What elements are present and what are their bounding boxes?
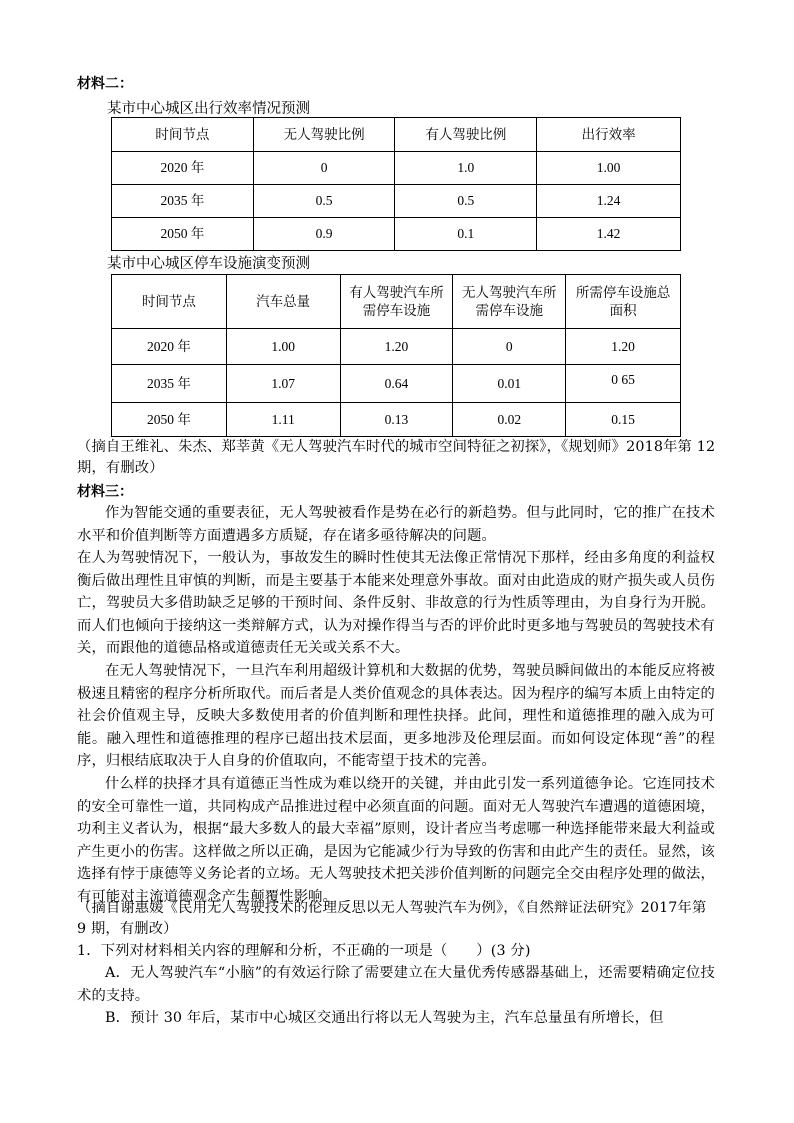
table1-header-cell: 有人驾驶比例	[395, 118, 537, 152]
table1-cell: 2050 年	[112, 218, 254, 251]
table2-header-cell: 有人驾驶汽车所需停车设施	[340, 275, 453, 329]
table1-cell: 1.24	[537, 185, 681, 218]
table2-cell: 1.07	[226, 365, 340, 403]
material-3-heading: 材料三：	[77, 484, 133, 500]
question-1-option-b: B．预计 30 年后，某市中心城区交通出行将以无人驾驶为主，汽车总量虽有所增长，但	[105, 1010, 664, 1026]
table1-header-cell: 时间节点	[112, 118, 254, 152]
table-row	[112, 152, 681, 185]
table1-cell: 0.9	[253, 218, 395, 251]
table2-cell: 2050 年	[112, 403, 227, 437]
table2-cell: 1.11	[226, 403, 340, 437]
travel-efficiency-table	[111, 117, 681, 251]
table2-header-cell: 无人驾驶汽车所需停车设施	[453, 275, 566, 329]
table1-cell: 1.00	[537, 152, 681, 185]
table2-cell: 0	[453, 329, 566, 365]
parking-facility-table	[111, 274, 681, 437]
table2-cell: 0.02	[453, 403, 566, 437]
table2-header-cell: 时间节点	[112, 275, 227, 329]
table2-cell: 0.64	[340, 365, 453, 403]
table2-header-cell: 所需停车设施总面积	[566, 275, 681, 329]
table1-caption: 某市中心城区出行效率情况预测	[107, 101, 310, 117]
material-3-source: （摘自谢惠媛《民用无人驾驶技术的伦理反思以无人驾驶汽车为例》，《自然辩证法研究》2017年第 9 期，有删改）	[77, 900, 707, 937]
table2-cell: 2020 年	[112, 329, 227, 365]
table2-cell: 0.01	[453, 365, 566, 403]
paragraph-1: 作为智能交通的重要表征，无人驾驶被看作是势在必行的新趋势。但与此同时，它的推广在技术水平和价值判断等方面遭遇多方质疑，存在诸多亟待解决的问题。	[77, 505, 715, 544]
table1-cell: 2035 年	[112, 185, 254, 218]
table1-header-cell: 无人驾驶比例	[253, 118, 395, 152]
table2-header-cell: 汽车总量	[226, 275, 340, 329]
question-1-stem: 1．下列对材料相关内容的理解和分析，不正确的一项是（ ）(3 分)	[77, 943, 531, 959]
material-2-source: （摘自王维礼、朱杰、郑莘黄《无人驾驶汽车时代的城市空间特征之初探》，《规划师》2018年第 12 期，有删改）	[77, 439, 716, 476]
question-1-option-a: A．无人驾驶汽车“小脑”的有效运行除了需要建立在大量优秀传感器基础上，还需要精确定位技术的支持。	[77, 965, 715, 1004]
table-row	[112, 185, 681, 218]
table-row	[112, 403, 681, 437]
table1-cell: 1.42	[537, 218, 681, 251]
table2-header-row	[112, 275, 681, 329]
table2-cell: 1.20	[340, 329, 453, 365]
table1-cell: 2020 年	[112, 152, 254, 185]
table-row	[112, 218, 681, 251]
table-row	[112, 329, 681, 365]
table1-header-cell: 出行效率	[537, 118, 681, 152]
table1-cell: 1.0	[395, 152, 537, 185]
table1-header-row	[112, 118, 681, 152]
paragraph-3: 在无人驾驶情况下，一旦汽车利用超级计算机和大数据的优势，驾驶员瞬间做出的本能反应将被极速且精密的程序分析所取代。而后者是人类价值观念的具体表达。因为程序的编写本质上由特定的社会价值观主导，反映大多数使用者的价值判断和理性抉择。此间，理性和道德推理的融入成为可能。融入理性和道德推理的程序已超出技术层面，更多地涉及伦理层面。而如何设定体现“善”的程序，归根结底取决于人自身的价值取向，不能寄望于技术的完善。	[77, 663, 715, 769]
table1-cell: 0.5	[395, 185, 537, 218]
table1-cell: 0	[253, 152, 395, 185]
paragraph-4: 什么样的抉择才具有道德正当性成为难以绕开的关键，并由此引发一系列道德争论。它连同技术的安全可靠性一道，共同构成产品推进过程中必须直面的问题。面对无人驾驶汽车遭遇的道德困境，功利主义者认为，根据“最大多数人的最大幸福”原则，设计者应当考虑哪一种选择能带来最大利益或产生更小的伤害。这样做之所以正确，是因为它能减少行为导致的伤害和由此产生的责任。显然，该选择有悖于康德等义务论者的立场。无人驾驶技术把关涉价值判断的问题完全交由程序处理的做法，有可能对主流道德观念产生颠覆性影响。	[77, 776, 715, 905]
table1-cell: 0.1	[395, 218, 537, 251]
paragraph-2: 在人为驾驶情况下，一般认为，事故发生的瞬时性使其无法像正常情况下那样，经由多角度的利益权衡后做出理性且审慎的判断，而是主要基于本能来处理意外事故。面对由此造成的财产损失或人员伤亡，驾驶员大多借助缺乏足够的干预时间、条件反射、非故意的行为性质等理由，为自身行为开脱。而人们也倾向于接纳这一类辩解方式，认为对操作得当与否的评价此时更多地与驾驶员的驾驶技术有关，而跟他的道德品格或道德责任无关或关系不大。	[77, 550, 715, 656]
table2-cell: 1.20	[566, 329, 681, 365]
table2-cell: 0 65	[566, 365, 681, 403]
material-2-heading: 材料二：	[77, 76, 133, 92]
table2-cell: 0.15	[566, 403, 681, 437]
table1-cell: 0.5	[253, 185, 395, 218]
table2-cell: 1.00	[226, 329, 340, 365]
table2-caption: 某市中心城区停车设施演变预测	[107, 256, 310, 272]
table2-cell: 2035 年	[112, 365, 227, 403]
table2-cell: 0.13	[340, 403, 453, 437]
table-row	[112, 365, 681, 403]
